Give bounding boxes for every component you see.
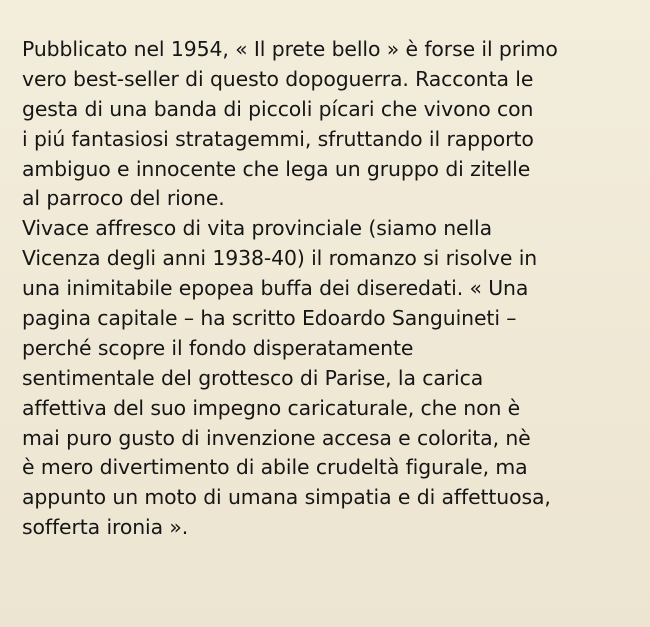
text-line: Pubblicato nel 1954, « Il prete bello » è forse il primo: [22, 37, 558, 61]
text-line: al parroco del rione.: [22, 186, 225, 211]
text-line: pagina capitale – ha scritto Edoardo Sanguineti –: [22, 306, 517, 331]
text-line: sofferta ironia ».: [22, 515, 189, 540]
text-line: Vivace affresco di vita provinciale (siamo nella: [22, 216, 493, 241]
text-line: Vicenza degli anni 1938-40) il romanzo si risolve in: [22, 246, 538, 271]
text-line: una inimitabile epopea buffa dei diseredati. « Una: [22, 276, 529, 301]
text-line: sentimentale del grottesco di Parise, la carica: [22, 365, 484, 390]
text-line: ambiguo e innocente che lega un gruppo di zitelle: [22, 156, 531, 181]
text-line: vero best-seller di questo dopoguerra. Racconta le: [22, 66, 534, 91]
text-line: appunto un moto di umana simpatia e di affettuosa,: [22, 485, 551, 510]
text-line: perché scopre il fondo disperatamente: [22, 335, 414, 360]
text-line: gesta di una banda di piccoli pícari che vivono con: [22, 96, 534, 121]
text-line: mai puro gusto di invenzione accesa e colorita, nè: [22, 425, 531, 450]
text-line: è mero divertimento di abile crudeltà figurale, ma: [22, 455, 528, 480]
blurb-text: [22, 35, 642, 543]
text-line: affettiva del suo impegno caricaturale, che non è: [22, 395, 521, 420]
text-line: i piú fantasiosi stratagemmi, sfruttando il rapporto: [22, 126, 534, 151]
